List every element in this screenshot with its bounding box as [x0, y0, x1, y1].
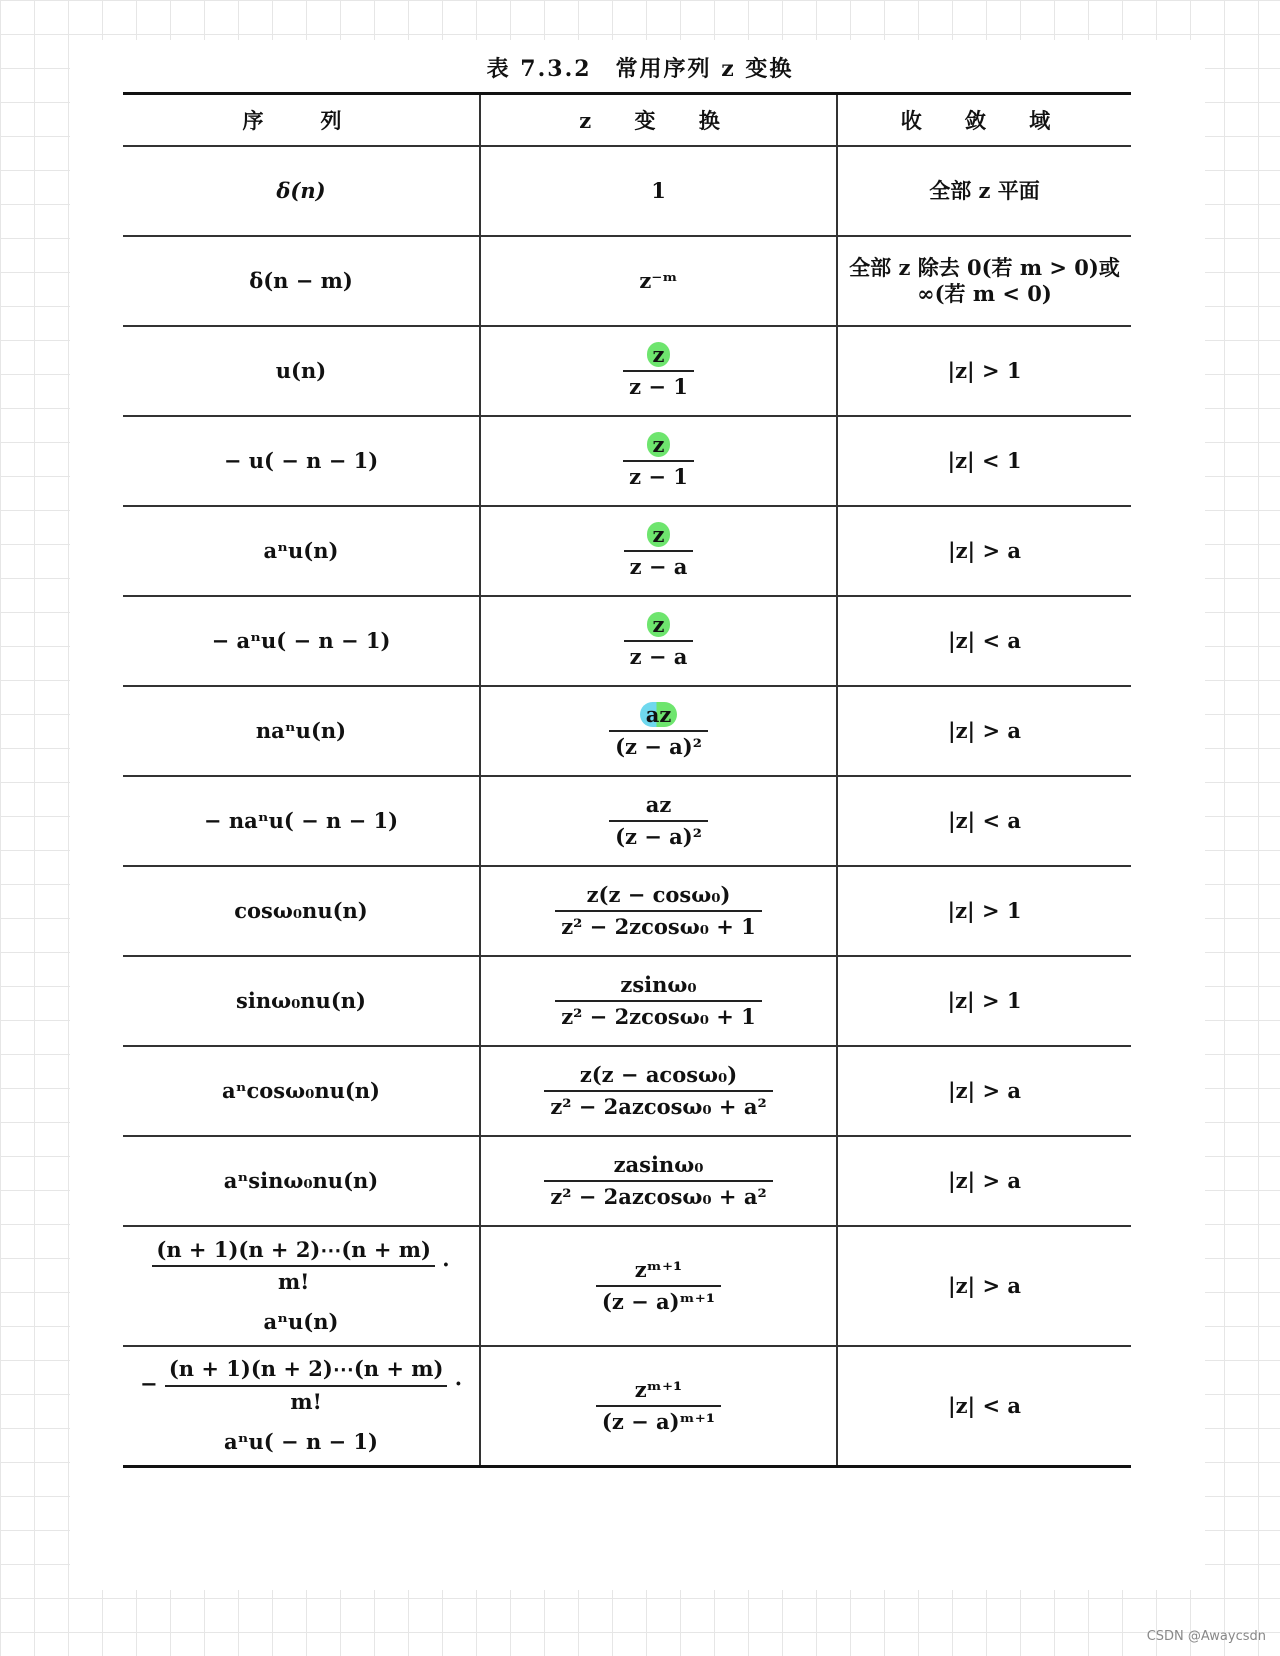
multiply-dot: · — [442, 1251, 450, 1277]
header-row — [123, 94, 1131, 147]
fraction — [555, 972, 762, 1031]
z-transform-text: z⁻ᵐ — [639, 267, 678, 293]
fraction-numerator: az — [645, 791, 672, 817]
fraction-denominator: z − 1 — [623, 370, 694, 400]
fraction — [544, 1152, 772, 1211]
fraction — [609, 792, 708, 851]
roc-text: |z| > 1 — [947, 987, 1022, 1013]
table-row — [123, 236, 1131, 326]
sequence-text: δ(n − m) — [249, 267, 353, 293]
sequence-text: cosω₀nu(n) — [234, 897, 368, 923]
table-row — [123, 506, 1131, 596]
z-transform-cell — [480, 236, 837, 326]
highlight-mark: z — [647, 432, 671, 457]
table-row — [123, 776, 1131, 866]
header-sequence: 序 列 — [123, 94, 480, 147]
roc-cell — [837, 1046, 1131, 1136]
fraction — [623, 342, 694, 401]
fraction-denominator: (z − a)² — [609, 730, 708, 760]
roc-text: 全部 z 除去 0(若 m > 0)或 ∞(若 m < 0) — [849, 254, 1120, 306]
highlight-mark: z — [647, 342, 671, 367]
minus-sign: − — [139, 1371, 158, 1397]
sequence-cell — [123, 416, 480, 506]
sequence-cell — [123, 956, 480, 1046]
sequence-text: aⁿsinω₀nu(n) — [223, 1167, 379, 1193]
z-transform-cell — [480, 326, 837, 416]
fraction-numerator: zᵐ⁺¹ — [634, 1376, 683, 1402]
sequence-text: − u( − n − 1) — [223, 447, 379, 473]
sequence-cell — [123, 326, 480, 416]
roc-cell — [837, 506, 1131, 596]
fraction — [544, 1062, 772, 1121]
z-transform-cell — [480, 146, 837, 236]
roc-cell — [837, 956, 1131, 1046]
fraction-denominator: z² − 2azcosω₀ + a² — [544, 1180, 772, 1210]
roc-cell — [837, 236, 1131, 326]
z-transform-cell — [480, 686, 837, 776]
sequence-cell — [123, 1346, 480, 1466]
sequence-cell — [123, 236, 480, 326]
z-transform-cell — [480, 416, 837, 506]
sequence-denominator: m! — [290, 1388, 322, 1414]
table-row — [123, 1226, 1131, 1346]
sequence-cell — [123, 596, 480, 686]
fraction — [596, 1377, 721, 1436]
roc-text: |z| > 1 — [947, 357, 1022, 383]
sequence-cell — [123, 1046, 480, 1136]
roc-cell — [837, 146, 1131, 236]
fraction-numerator: z(z − cosω₀) — [586, 881, 731, 907]
sequence-cell — [123, 506, 480, 596]
fraction — [624, 612, 694, 671]
sequence-cell — [123, 1226, 480, 1346]
roc-text: |z| < a — [947, 1392, 1022, 1418]
sequence-text: δ(n) — [276, 177, 326, 203]
sequence-text: − naⁿu( − n − 1) — [203, 807, 399, 833]
table-row — [123, 956, 1131, 1046]
fraction — [624, 522, 694, 581]
z-transform-cell — [480, 596, 837, 686]
roc-cell — [837, 326, 1131, 416]
table-row — [123, 686, 1131, 776]
fraction — [555, 882, 762, 941]
table-row — [123, 1046, 1131, 1136]
sequence-text: naⁿu(n) — [255, 717, 347, 743]
z-transform-cell — [480, 776, 837, 866]
roc-cell — [837, 686, 1131, 776]
roc-cell — [837, 1226, 1131, 1346]
sequence-text: aⁿu(n) — [263, 537, 339, 563]
table-row — [123, 596, 1131, 686]
fraction — [596, 1257, 721, 1316]
z-transform-cell — [480, 956, 837, 1046]
sequence-cell — [123, 866, 480, 956]
roc-cell — [837, 1346, 1131, 1466]
fraction-numerator: zasinω₀ — [613, 1151, 704, 1177]
fraction-denominator: (z − a)ᵐ⁺¹ — [596, 1405, 721, 1435]
z-transform-cell — [480, 866, 837, 956]
roc-text: |z| > a — [947, 1077, 1022, 1103]
fraction-numerator: zsinω₀ — [620, 971, 697, 997]
z-transform-cell — [480, 1136, 837, 1226]
roc-cell — [837, 416, 1131, 506]
sequence-cell — [123, 146, 480, 236]
fraction-denominator: (z − a)ᵐ⁺¹ — [596, 1285, 721, 1315]
fraction-numerator: zᵐ⁺¹ — [634, 1256, 683, 1282]
table-row — [123, 146, 1131, 236]
sequence-text: − aⁿu( − n − 1) — [211, 627, 391, 653]
fraction — [623, 432, 694, 491]
roc-cell — [837, 1136, 1131, 1226]
header-z-transform: z 变 换 — [480, 94, 837, 147]
sequence-denominator: m! — [277, 1268, 310, 1294]
sequence-text: aⁿcosω₀nu(n) — [222, 1077, 380, 1103]
fraction-denominator: z² − 2zcosω₀ + 1 — [555, 1000, 762, 1030]
sequence-fraction — [165, 1356, 448, 1415]
header-roc: 收 敛 域 — [837, 94, 1131, 147]
fraction-denominator: (z − a)² — [609, 820, 708, 850]
highlight-mark: az — [640, 702, 678, 727]
sequence-cell — [123, 776, 480, 866]
roc-text: 全部 z 平面 — [929, 177, 1040, 203]
fraction-denominator: z² − 2azcosω₀ + a² — [544, 1090, 772, 1120]
sequence-cell — [123, 1136, 480, 1226]
roc-text: |z| > a — [947, 717, 1022, 743]
roc-cell — [837, 866, 1131, 956]
fraction-denominator: z² − 2zcosω₀ + 1 — [555, 910, 762, 940]
roc-cell — [837, 776, 1131, 866]
roc-text: |z| < a — [947, 627, 1022, 653]
sequence-factor: aⁿu( − n − 1) — [224, 1428, 378, 1454]
roc-cell — [837, 596, 1131, 686]
fraction-denominator: z − a — [624, 640, 694, 670]
highlight-mark: z — [647, 522, 671, 547]
roc-text: |z| < a — [947, 807, 1022, 833]
fraction-numerator: z(z − acosω₀) — [579, 1061, 738, 1087]
table-row — [123, 326, 1131, 416]
table-row — [123, 1136, 1131, 1226]
multiply-dot: · — [454, 1371, 463, 1397]
roc-text: |z| > 1 — [947, 897, 1022, 923]
highlight-mark: z — [647, 612, 671, 637]
roc-text: |z| < 1 — [947, 447, 1022, 473]
z-transform-cell — [480, 1346, 837, 1466]
z-transform-cell — [480, 1046, 837, 1136]
fraction — [609, 702, 708, 761]
roc-text: |z| > a — [947, 1272, 1022, 1298]
sequence-cell — [123, 686, 480, 776]
sequence-numerator: (n + 1)(n + 2)⋯(n + m) — [152, 1237, 435, 1267]
z-transform-cell — [480, 1226, 837, 1346]
sequence-fraction — [152, 1237, 435, 1296]
sequence-text: u(n) — [275, 357, 327, 383]
table-row — [123, 416, 1131, 506]
watermark: CSDN @Awaycsdn — [1146, 1629, 1266, 1644]
roc-text: |z| > a — [947, 1167, 1022, 1193]
roc-text: |z| > a — [947, 537, 1022, 563]
fraction-denominator: z − a — [624, 550, 694, 580]
table-title: 表 7.3.2 常用序列 z 变换 — [486, 56, 794, 82]
fraction-denominator: z − 1 — [623, 460, 694, 490]
table-row — [123, 1346, 1131, 1466]
z-transform-cell — [480, 506, 837, 596]
sequence-text: sinω₀nu(n) — [236, 987, 366, 1013]
z-transform-text: 1 — [651, 177, 666, 203]
table-row — [123, 866, 1131, 956]
sequence-numerator: (n + 1)(n + 2)⋯(n + m) — [165, 1356, 448, 1386]
sequence-factor: aⁿu(n) — [263, 1309, 339, 1335]
z-transform-table — [123, 92, 1131, 1468]
